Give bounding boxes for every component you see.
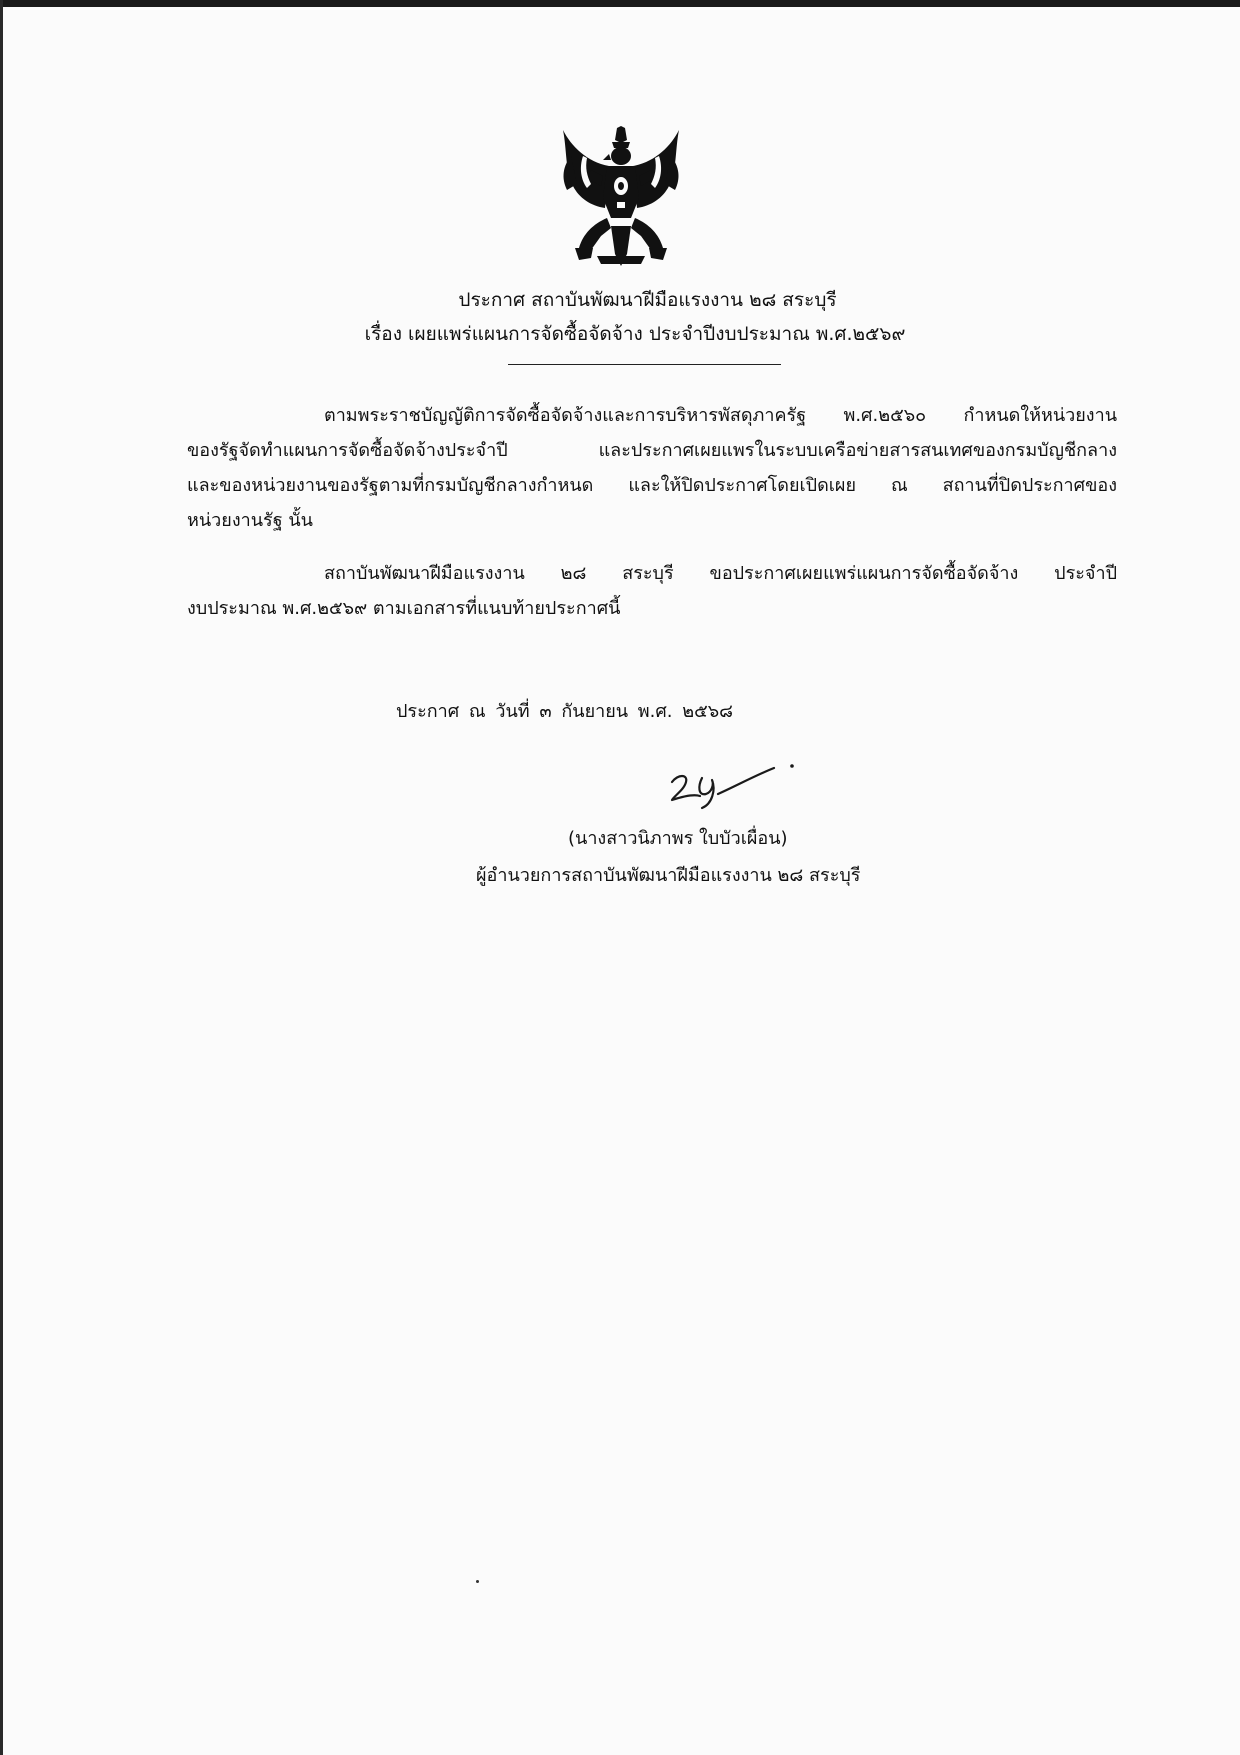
signer-name: (นางสาวนิภาพร ใบบัวเผื่อน) <box>568 828 788 849</box>
paragraph-line: สถาบันพัฒนาฝีมือแรงงาน ๒๘ สระบุรี ขอประกาศเผยแพร่แผนการจัดซื้อจัดจ้าง ประจำปี <box>324 563 1117 584</box>
paragraph-line: และของหน่วยงานของรัฐตามที่กรมบัญชีกลางกำหนด และให้ปิดประกาศโดยเปิดเผย ณ สถานที่ปิดประกาศของ <box>187 475 1117 496</box>
scan-speck <box>476 1580 479 1583</box>
announcement-subject: เรื่อง เผยแพร่แผนการจัดซื้อจัดจ้าง ประจำปีงบประมาณ พ.ศ.๒๕๖๙ <box>364 323 906 345</box>
announcement-date: ประกาศ ณ วันที่ ๓ กันยายน พ.ศ. ๒๕๖๘ <box>396 701 734 722</box>
paragraph-line: หน่วยงานรัฐ นั้น <box>187 510 313 531</box>
header-divider <box>508 364 781 365</box>
handwritten-signature <box>662 760 802 810</box>
paragraph-line: ของรัฐจัดทำแผนการจัดซื้อจัดจ้างประจำปี และประกาศเผยแพรในระบบเครือข่ายสารสนเทศของกรมบัญชีกลาง <box>187 440 1117 461</box>
body-paragraph-2 <box>187 556 1117 626</box>
paragraph-line: งบประมาณ พ.ศ.๒๕๖๙ ตามเอกสารที่แนบท้ายประกาศนี้ <box>187 598 621 619</box>
scan-edge-top <box>0 0 1240 7</box>
garuda-emblem <box>557 126 685 272</box>
body-paragraph-1 <box>187 398 1117 538</box>
signer-title: ผู้อำนวยการสถาบันพัฒนาฝีมือแรงงาน ๒๘ สระบุรี <box>476 865 861 886</box>
scan-edge-left <box>0 0 3 1755</box>
announcement-title: ประกาศ สถาบันพัฒนาฝีมือแรงงาน ๒๘ สระบุรี <box>458 289 837 311</box>
paragraph-line: ตามพระราชบัญญัติการจัดซื้อจัดจ้างและการบริหารพัสดุภาครัฐ พ.ศ.๒๕๖๐ กำหนดให้หน่วยงาน <box>324 405 1117 426</box>
announcement-header <box>0 283 1240 351</box>
